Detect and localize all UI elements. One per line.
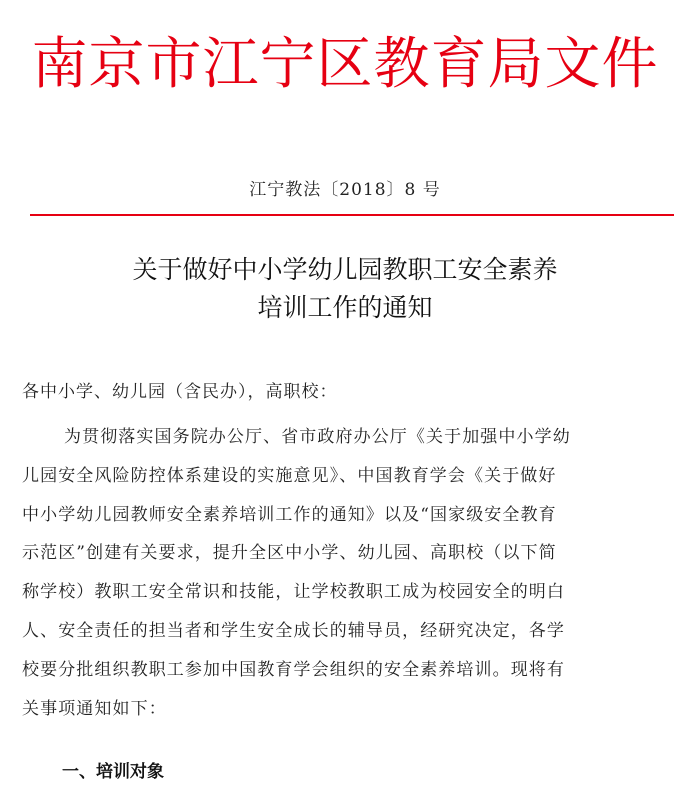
notice-title-line-2: 培训工作的通知 bbox=[257, 293, 433, 322]
body-line: 儿园安全风险防控体系建设的实施意见》、中国教育学会《关于做好 bbox=[22, 465, 557, 486]
body-line: 中小学幼儿园教师安全素养培训工作的通知》以及“国家级安全教育 bbox=[22, 504, 557, 525]
body-line: 人、安全责任的担当者和学生安全成长的辅导员，经研究决定，各学 bbox=[22, 620, 565, 641]
red-divider-line bbox=[30, 214, 674, 216]
body-line: 为贯彻落实国务院办公厅、省市政府办公厅《关于加强中小学幼 bbox=[64, 427, 571, 447]
document-number: 江宁教法〔2018〕8 号 bbox=[249, 180, 441, 200]
notice-title-line-1: 关于做好中小学幼儿园教职工安全素养 bbox=[132, 255, 558, 284]
body-line: 关事项通知如下： bbox=[22, 698, 167, 719]
body-line: 示范区”创建有关要求，提升全区中小学、幼儿园、高职校（以下简 bbox=[22, 543, 557, 564]
body-paragraph bbox=[22, 418, 668, 728]
notice-title bbox=[0, 251, 690, 327]
body-line: 称学校）教职工安全常识和技能，让学校教职工成为校园安全的明白 bbox=[22, 582, 565, 603]
document-header-title: 南京市江宁区教育局文件 bbox=[31, 32, 659, 97]
section-heading-training-targets: 一、培训对象 bbox=[62, 762, 164, 782]
body-line: 校要分批组织教职工参加中国教育学会组织的安全素养培训。现将有 bbox=[22, 659, 565, 680]
addressee-line: 各中小学、幼儿园（含民办），高职校： bbox=[22, 382, 338, 402]
